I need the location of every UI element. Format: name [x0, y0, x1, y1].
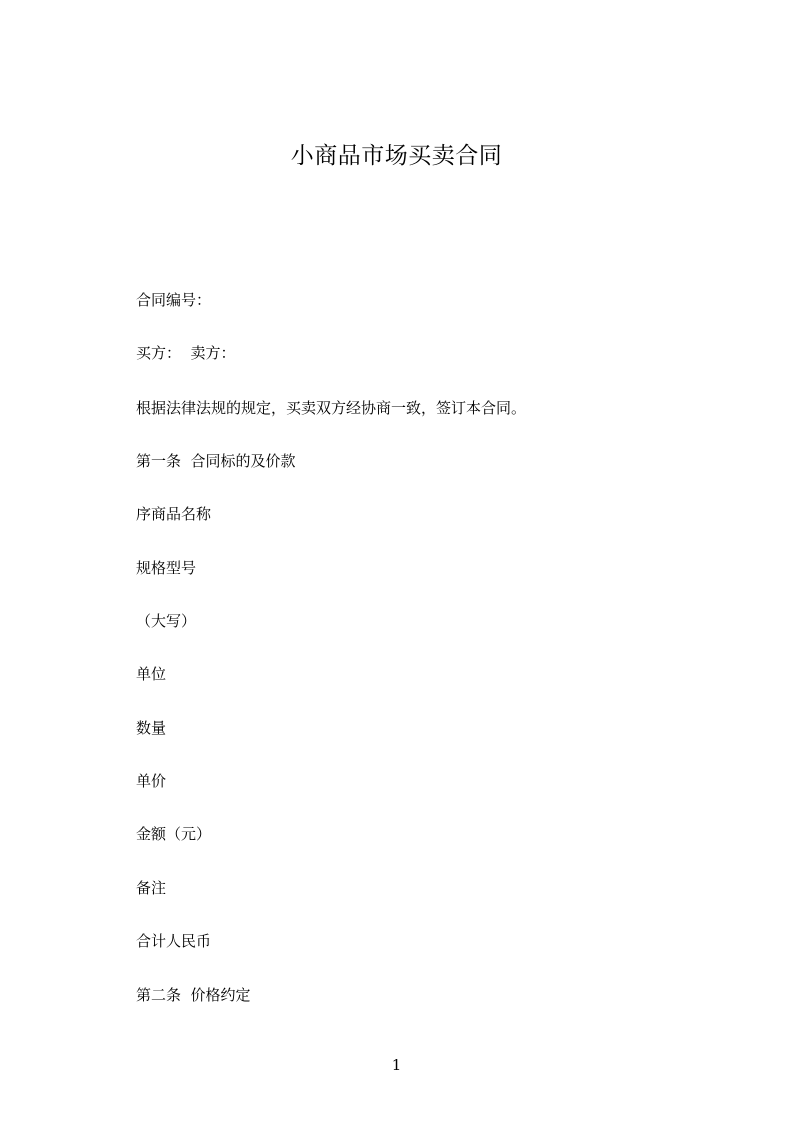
- page-number: 1: [391, 1056, 402, 1074]
- table-header-product-name: 序商品名称: [136, 505, 212, 523]
- article-one-heading: 第一条 合同标的及价款: [136, 452, 296, 470]
- article-two-heading: 第二条 价格约定: [136, 986, 251, 1004]
- table-header-remarks: 备注: [136, 879, 167, 897]
- table-header-unit: 单位: [136, 665, 167, 683]
- parties-line: 买方： 卖方：: [136, 344, 236, 362]
- table-header-unit-price: 单价: [136, 772, 167, 790]
- total-rmb-label: 合计人民币: [136, 932, 212, 950]
- table-header-quantity: 数量: [136, 719, 167, 737]
- agreement-statement: 根据法律法规的规定，买卖双方经协商一致，签订本合同。: [136, 399, 527, 417]
- contract-number-label: 合同编号：: [136, 291, 212, 309]
- table-header-amount: 金额（元）: [136, 825, 212, 843]
- table-header-specification: 规格型号: [136, 559, 197, 577]
- document-title: 小商品市场买卖合同: [290, 143, 503, 169]
- table-header-uppercase: （大写）: [136, 612, 197, 630]
